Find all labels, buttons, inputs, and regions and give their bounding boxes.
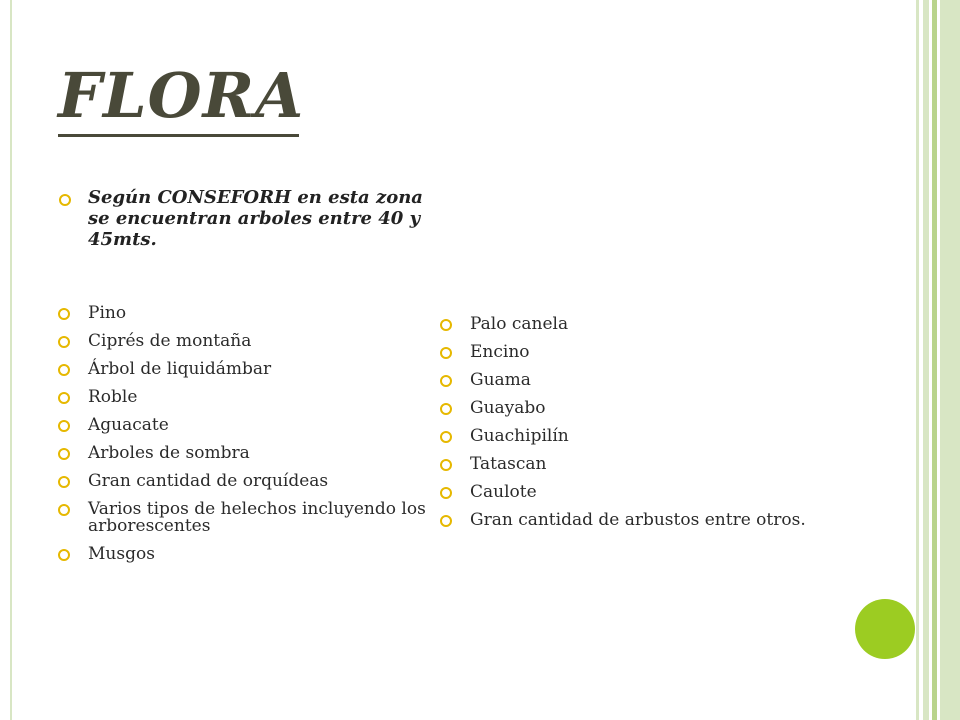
list-item xyxy=(440,512,820,529)
list-item-text: Palo canela xyxy=(470,314,569,334)
bullet-icon xyxy=(58,549,70,561)
bullet-icon xyxy=(440,431,452,443)
list-item-text: Arboles de sombra xyxy=(88,443,250,463)
list-item xyxy=(58,361,448,378)
right-plant-list xyxy=(440,316,820,540)
list-item-text: Gran cantidad de arbustos entre otros. xyxy=(470,510,806,530)
list-item xyxy=(440,456,820,473)
bullet-icon xyxy=(58,392,70,404)
bullet-icon xyxy=(58,364,70,376)
bullet-icon xyxy=(58,504,70,516)
list-item-text: Guama xyxy=(470,370,531,390)
list-item-text: Roble xyxy=(88,387,138,407)
list-item-text: Guachipilín xyxy=(470,426,569,446)
slide-title: FLORA xyxy=(58,59,305,132)
list-item xyxy=(440,344,820,361)
bullet-icon xyxy=(58,336,70,348)
list-item-text: Pino xyxy=(88,303,127,323)
green-circle-decoration xyxy=(855,599,915,659)
bullet-icon xyxy=(440,347,452,359)
bullet-icon xyxy=(58,448,70,460)
left-edge-border xyxy=(0,0,12,720)
bullet-icon xyxy=(58,420,70,432)
title-underline xyxy=(58,134,299,137)
list-item-text: Gran cantidad de orquídeas xyxy=(88,471,329,491)
list-item xyxy=(440,400,820,417)
list-item-text: Tatascan xyxy=(470,454,547,474)
list-item xyxy=(58,305,448,322)
bullet-icon xyxy=(58,476,70,488)
list-item-text: Aguacate xyxy=(88,415,169,435)
list-item-text: Encino xyxy=(470,342,530,362)
right-stripe-2 xyxy=(923,0,929,720)
intro-text: Según CONSEFORH en esta zona se encuentran arboles entre 40 y 45mts. xyxy=(88,187,423,250)
bullet-icon xyxy=(440,375,452,387)
list-item xyxy=(440,484,820,501)
right-decorative-band xyxy=(916,0,960,720)
right-stripe-1 xyxy=(916,0,919,720)
list-item xyxy=(58,389,448,406)
bullet-icon xyxy=(440,403,452,415)
left-plant-list xyxy=(58,305,448,574)
list-item xyxy=(440,372,820,389)
intro-bullet-icon xyxy=(58,193,72,210)
bullet-icon xyxy=(440,319,452,331)
right-stripe-3 xyxy=(932,0,937,720)
right-stripe-4 xyxy=(940,0,960,720)
bullet-icon xyxy=(440,515,452,527)
bullet-icon xyxy=(440,487,452,499)
list-item-text: Árbol de liquidámbar xyxy=(88,359,272,379)
list-item-text: Musgos xyxy=(88,544,155,564)
list-item-text: Guayabo xyxy=(470,398,546,418)
list-item xyxy=(58,333,448,350)
list-item-text: Varios tipos de helechos incluyendo los arborescentes xyxy=(88,499,426,536)
list-item xyxy=(58,473,448,490)
bullet-icon xyxy=(440,459,452,471)
list-item xyxy=(58,546,448,563)
list-item xyxy=(440,428,820,445)
list-item xyxy=(440,316,820,333)
list-item xyxy=(58,445,448,462)
list-item-text: Caulote xyxy=(470,482,537,502)
list-item-text: Ciprés de montaña xyxy=(88,331,252,351)
list-item xyxy=(58,417,448,434)
bullet-icon xyxy=(58,308,70,320)
list-item xyxy=(58,501,448,535)
